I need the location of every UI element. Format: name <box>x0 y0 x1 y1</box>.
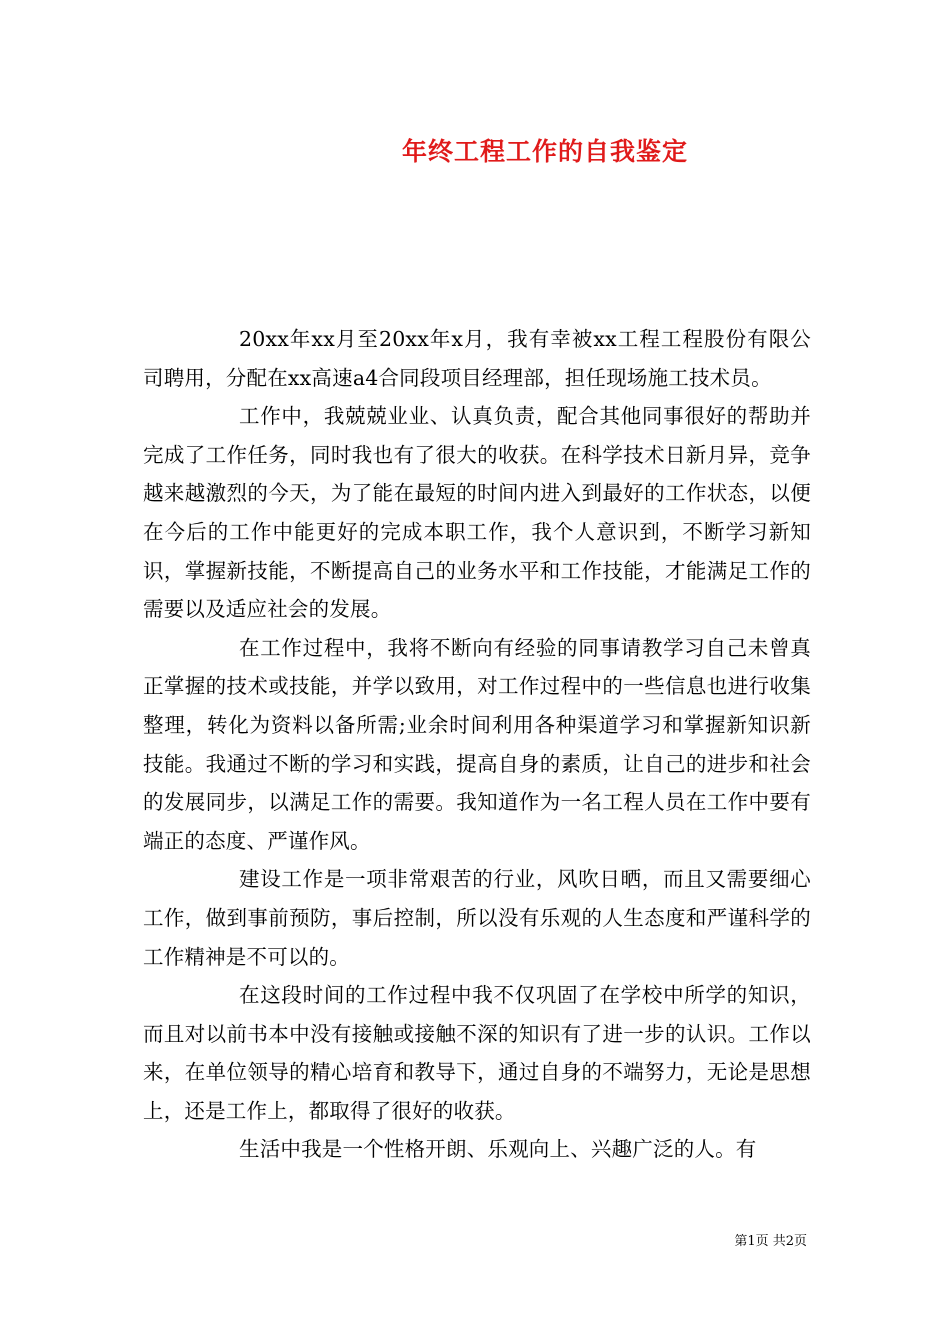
paragraph-3: 在工作过程中，我将不断向有经验的同事请教学习自己未曾真正掌握的技术或技能，并学以致用，对工作过程中的一些信息也进行收集整理，转化为资料以备所需;业余时间利用各种渠道学习和掌握新知识新技能。我通过不断的学习和实践，提高自身的素质，让自己的进步和社会的发展同步，以满足工作的需要。我知道作为一名工程人员在工作中要有端正的态度、严谨作风。 <box>143 635 811 853</box>
paragraph-4: 建设工作是一项非常艰苦的行业，风吹日晒，而且又需要细心工作，做到事前预防，事后控制，所以没有乐观的人生态度和严谨科学的工作精神是不可以的。 <box>143 867 811 969</box>
document-title: 年终工程工作的自我鉴定 <box>401 137 688 166</box>
paragraph-6: 生活中我是一个性格开朗、乐观向上、兴趣广泛的人。有 <box>239 1137 757 1162</box>
paragraph-2: 工作中，我兢兢业业、认真负责，配合其他同事很好的帮助并完成了工作任务，同时我也有了很大的收获。在科学技术日新月异，竞争越来越激烈的今天，为了能在最短的时间内进入到最好的工作状态，以便在今后的工作中能更好的完成本职工作，我个人意识到，不断学习新知识，掌握新技能，不断提高自己的业务水平和工作技能，才能满足工作的需要以及适应社会的发展。 <box>143 404 811 622</box>
page-number-footer: 第1页 共2页 <box>734 1234 807 1249</box>
document-body <box>143 320 811 1169</box>
paragraph-5: 在这段时间的工作过程中我不仅巩固了在学校中所学的知识，而且对以前书本中没有接触或接触不深的知识有了进一步的认识。工作以来，在单位领导的精心培育和教导下，通过自身的不端努力，无论是思想上，还是工作上，都取得了很好的收获。 <box>143 983 811 1123</box>
paragraph-1: 20xx年xx月至20xx年x月，我有幸被xx工程工程股份有限公司聘用，分配在xx高速a4合同段项目经理部，担任现场施工技术员。 <box>143 327 811 390</box>
